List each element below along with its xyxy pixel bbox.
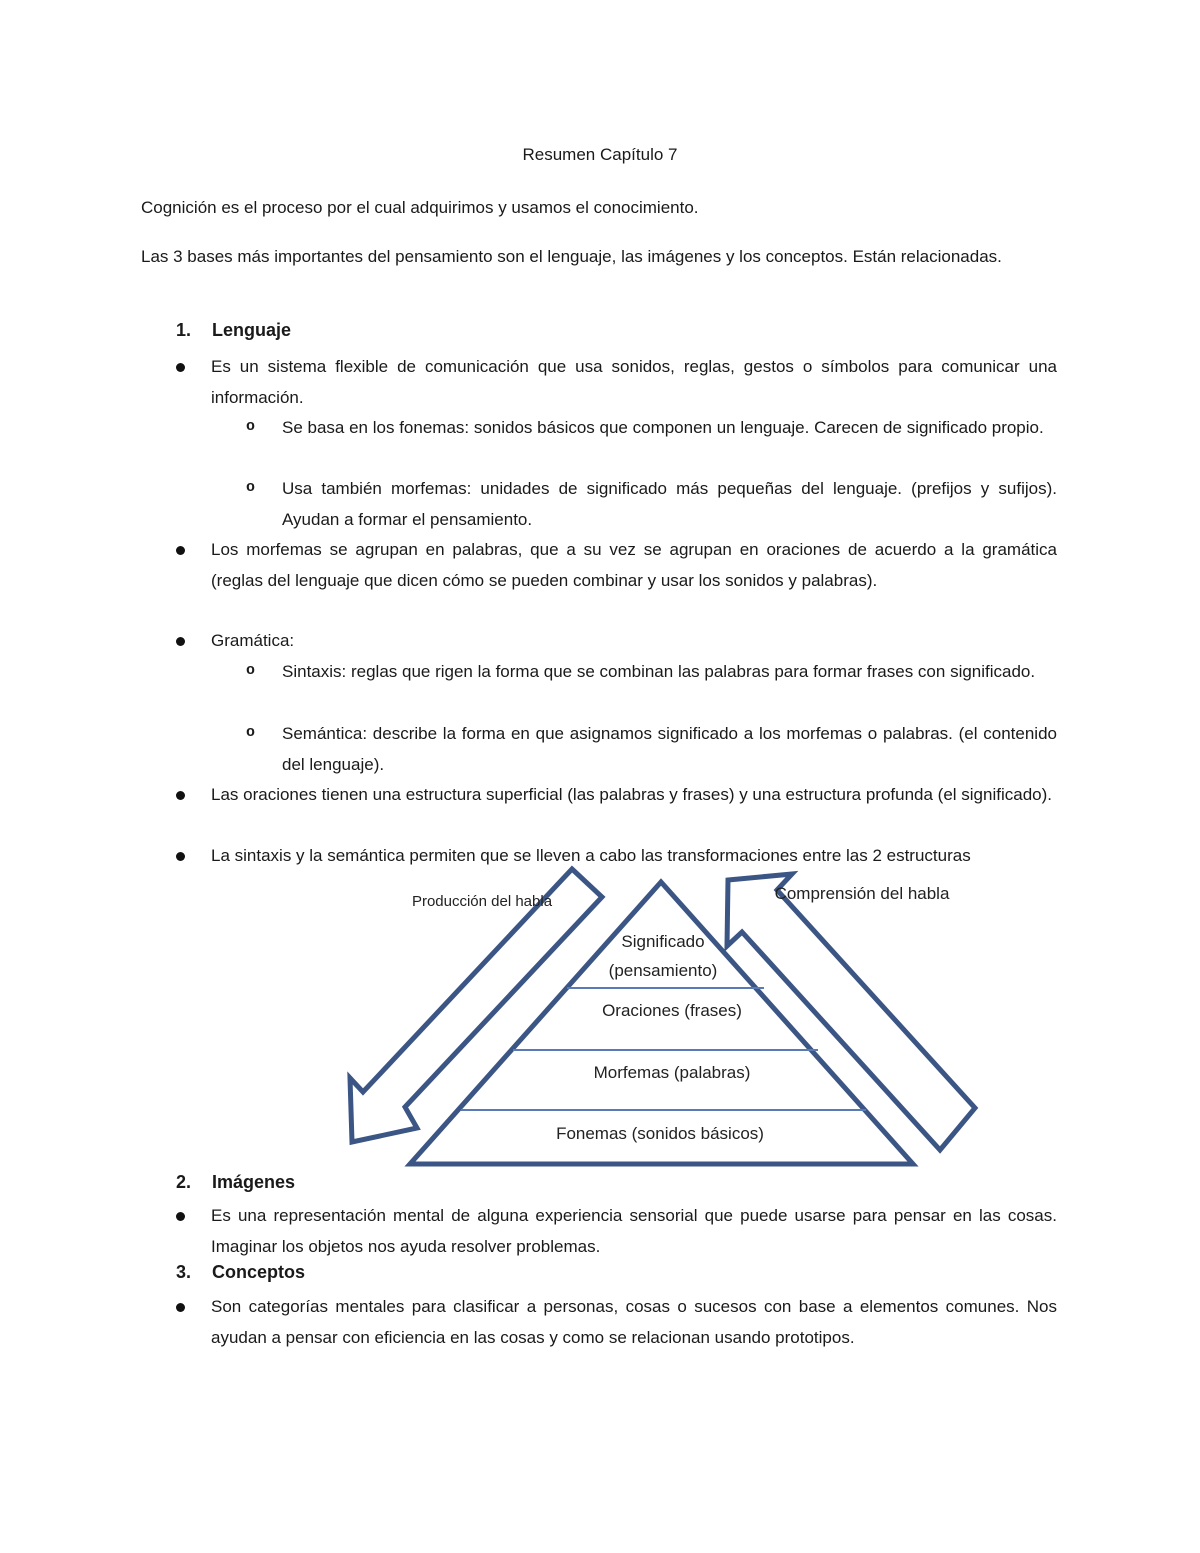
section-heading-imagenes bbox=[176, 1172, 295, 1193]
pyramid-level-thought: (pensamiento) bbox=[608, 961, 718, 980]
bullet-dot bbox=[176, 363, 185, 372]
bullet-item: Son categorías mentales para clasificar a personas, cosas o sucesos con base a elementos comunes. Nos ayudan a pensar con eficiencia en las cosas y como se relacionan usando prototipos. bbox=[211, 1297, 1057, 1347]
sub-bullet-item: Semántica: describe la forma en que asignamos significado a los morfemas o palabras. (el contenido del lenguaje). bbox=[282, 724, 1057, 774]
bullet-item: Es un sistema flexible de comunicación que usa sonidos, reglas, gestos o símbolos para comunicar una información. bbox=[211, 357, 1057, 407]
section-title: Lenguaje bbox=[212, 320, 292, 340]
sub-bullet-item: Sintaxis: reglas que rigen la forma que se combinan las palabras para formar frases con significado. bbox=[282, 662, 1036, 681]
production-label: Producción del habla bbox=[411, 893, 553, 910]
bullet-dot bbox=[176, 1303, 185, 1312]
bullet-item: Gramática: bbox=[211, 631, 295, 650]
document-title: Resumen Capítulo 7 bbox=[522, 145, 678, 164]
comprehension-arrow-shape bbox=[727, 874, 975, 1150]
language-pyramid-diagram bbox=[0, 860, 1200, 1180]
bases-paragraph: Las 3 bases más importantes del pensamiento son el lenguaje, las imágenes y los conceptos. Están relacionadas. bbox=[141, 247, 1002, 266]
section-heading-lenguaje bbox=[176, 320, 291, 341]
bullet-dot bbox=[176, 546, 185, 555]
sub-bullet-marker: o bbox=[246, 662, 256, 679]
pyramid-level-meaning: Significado bbox=[621, 932, 705, 951]
bullet-dot bbox=[176, 791, 185, 800]
section-title: Imágenes bbox=[212, 1172, 296, 1192]
bullet-dot bbox=[176, 1212, 185, 1221]
sub-bullet-item: Usa también morfemas: unidades de significado más pequeñas del lenguaje. (prefijos y sufijos). Ayudan a formar el pensamiento. bbox=[282, 479, 1057, 529]
intro-paragraph: Cognición es el proceso por el cual adquirimos y usamos el conocimiento. bbox=[141, 198, 699, 217]
sub-bullet-marker: o bbox=[246, 479, 256, 496]
section-number: 3. bbox=[176, 1262, 192, 1282]
pyramid-level-morphemes: Morfemas (palabras) bbox=[593, 1063, 751, 1082]
bullet-dot bbox=[176, 637, 185, 646]
pyramid-level-sentences: Oraciones (frases) bbox=[602, 1001, 742, 1020]
section-title: Conceptos bbox=[212, 1262, 306, 1282]
bullet-item: Las oraciones tienen una estructura superficial (las palabras y frases) y una estructura profunda (el significado). bbox=[211, 785, 1052, 804]
sub-bullet-marker: o bbox=[246, 724, 256, 741]
section-number: 2. bbox=[176, 1172, 192, 1192]
bullet-item: Es una representación mental de alguna experiencia sensorial que puede usarse para pensar en las cosas. Imaginar los objetos nos ayuda resolver problemas. bbox=[211, 1206, 1057, 1256]
sub-bullet-marker: o bbox=[246, 418, 256, 435]
bullet-item: La sintaxis y la semántica permiten que se lleven a cabo las transformaciones entre las 2 estructuras bbox=[211, 846, 971, 865]
pyramid-level-phonemes: Fonemas (sonidos básicos) bbox=[556, 1124, 764, 1143]
sub-bullet-item: Se basa en los fonemas: sonidos básicos que componen un lenguaje. Carecen de significado propio. bbox=[282, 418, 1044, 437]
section-heading-conceptos bbox=[176, 1262, 305, 1283]
comprehension-label: Comprensión del habla bbox=[774, 884, 950, 903]
bullet-item: Los morfemas se agrupan en palabras, que a su vez se agrupan en oraciones de acuerdo a la gramática (reglas del lenguaje que dicen cómo se pueden combinar y usar los sonidos y palabras). bbox=[211, 540, 1057, 590]
section-number: 1. bbox=[176, 320, 192, 340]
